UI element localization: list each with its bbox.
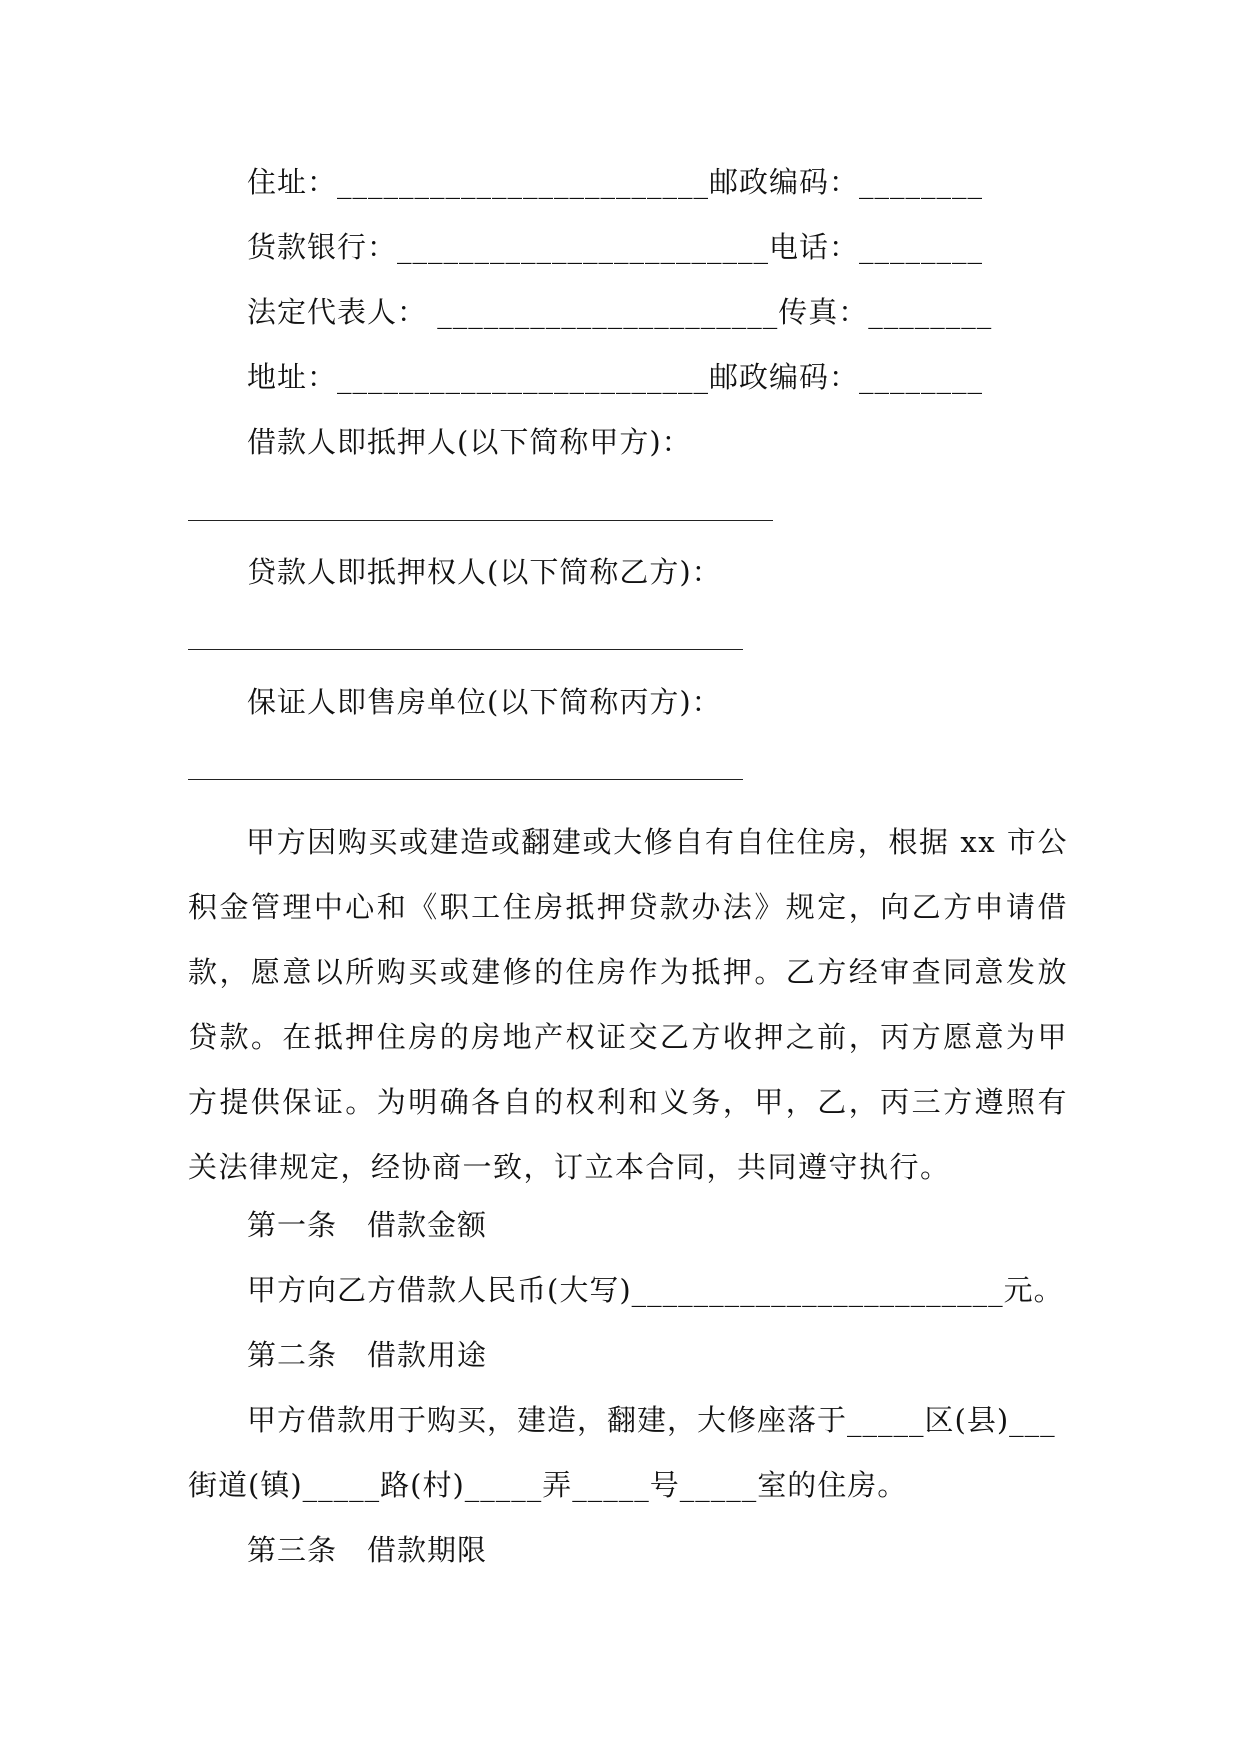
legal-representative-field: 法定代表人： ______________________传真：________	[247, 295, 993, 329]
party-a-blank	[188, 520, 773, 521]
article-1-heading: 第一条 借款金额	[247, 1208, 488, 1242]
address-field: 住址：________________________邮政编码：________	[247, 165, 984, 199]
party-b-label: 贷款人即抵押权人(以下简称乙方)：	[247, 555, 722, 589]
article-3-heading: 第三条 借款期限	[247, 1533, 488, 1567]
party-b-blank	[188, 649, 743, 650]
article-2-body-line-2: 街道(镇)_____路(村)_____弄_____号_____室的住房。	[188, 1468, 908, 1502]
address-field-2: 地址：________________________邮政编码：________	[247, 360, 984, 394]
party-a-label: 借款人即抵押人(以下简称甲方)：	[247, 425, 692, 459]
party-c-label: 保证人即售房单位(以下简称丙方)：	[247, 685, 722, 719]
party-c-blank	[188, 779, 743, 780]
preamble-paragraph: 甲方因购买或建造或翻建或大修自有自住住房，根据 xx 市公积金管理中心和《职工住房抵押贷款办法》规定，向乙方申请借款，愿意以所购买或建修的住房作为抵押。乙方经审查同意发放贷款。在抵押住房的房地产权证交乙方收押之前，丙方愿意为甲方提供保证。为明确各自的权利和义务，甲，乙，丙三方遵照有关法律规定，经协商一致，订立本合同，共同遵守执行。	[188, 825, 1068, 1184]
lending-bank-field: 货款银行：________________________电话：________	[247, 230, 984, 264]
article-2-body-line-1: 甲方借款用于购买，建造，翻建，大修座落于_____区(县)___	[247, 1403, 1056, 1437]
article-2-heading: 第二条 借款用途	[247, 1338, 488, 1372]
article-1-body: 甲方向乙方借款人民币(大写)________________________元。	[247, 1273, 1064, 1307]
